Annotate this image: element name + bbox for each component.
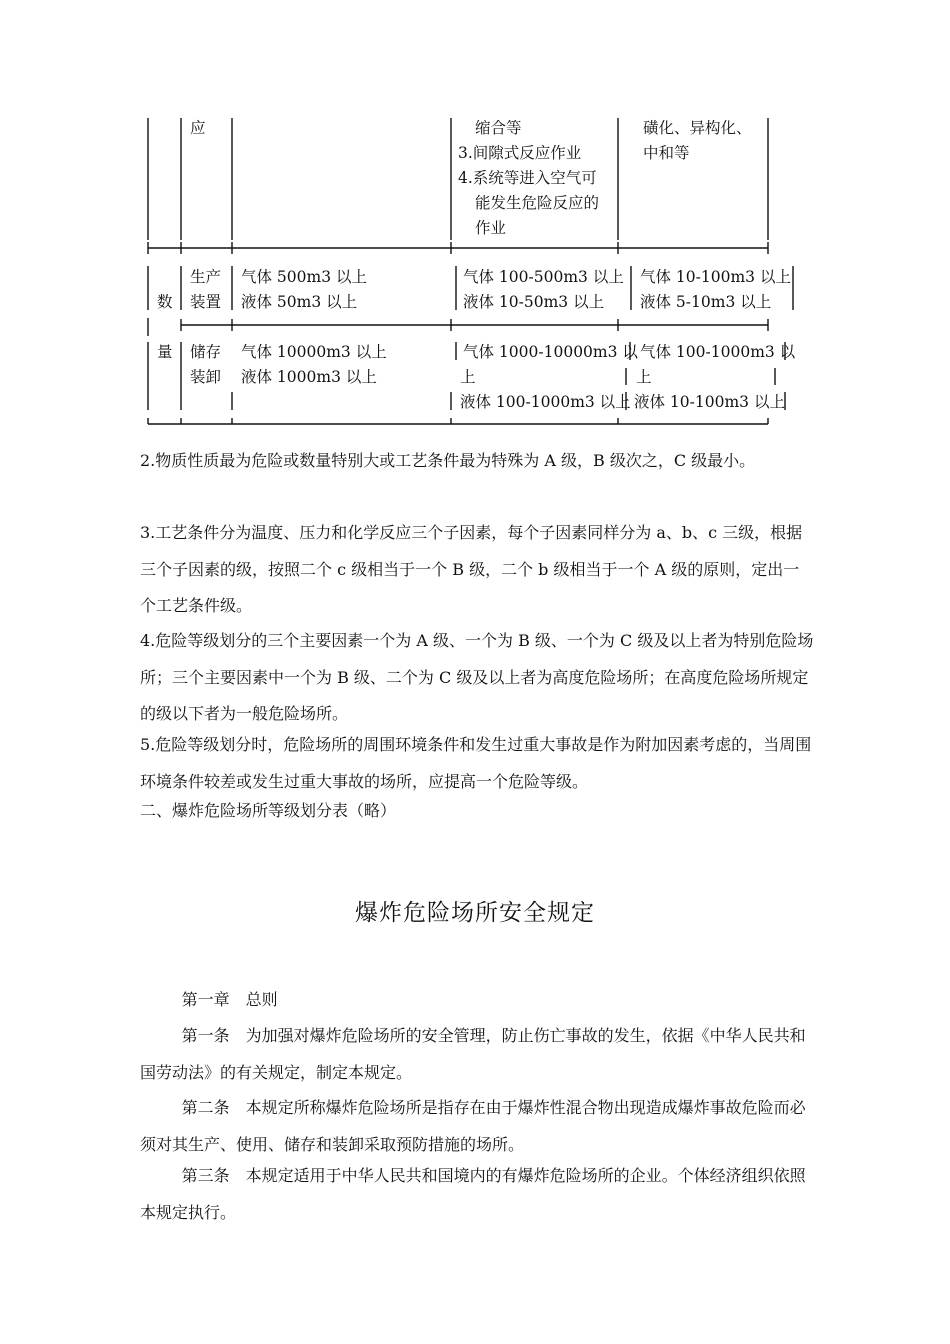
- row-label-quantity: 数: [157, 293, 173, 311]
- storage-b: 液体 100-1000m3 以上: [460, 393, 631, 411]
- storage-c: 液体 10-100m3 以上: [634, 393, 785, 411]
- article-1: 第一条 为加强对爆炸危险场所的安全管理，防止伤亡事故的发生，依据《中华人民共和国劳动法》的有关规定，制定本规定。: [140, 1026, 806, 1082]
- note-2: 2.物质性质最为危险或数量特别大或工艺条件最为特殊为 A 级，B 级次之，C 级最小。: [140, 451, 756, 470]
- table-cell-reaction: 应: [190, 119, 206, 137]
- table-cell-line: 磺化、异构化、: [643, 119, 752, 137]
- chapter-heading: 第一章 总则: [181, 990, 278, 1009]
- storage-a: 液体 1000m3 以上: [241, 368, 377, 386]
- article-3: 第三条 本规定适用于中华人民共和国境内的有爆炸危险场所的企业。个体经济组织依照本规定执行。: [140, 1166, 806, 1222]
- storage-a: 气体 10000m3 以上: [241, 343, 387, 361]
- production-a: 气体 500m3 以上: [241, 268, 367, 286]
- table-cell-line: 作业: [475, 219, 507, 237]
- note-3: 3.工艺条件分为温度、压力和化学反应三个子因素，每个子因素同样分为 a、b、c 三级，根据三个子因素的级，按照二个 c 级相当于一个 B 级，二个 b 级相当于一个 A 级的原则，定出一个工艺条件级。: [140, 523, 803, 615]
- production-b: 液体 10-50m3 以上: [463, 293, 605, 311]
- production-a: 液体 50m3 以上: [241, 293, 358, 311]
- table-cell-line: 能发生危险反应的: [475, 194, 600, 212]
- production-label: 装置: [190, 293, 222, 311]
- article-2: 第二条 本规定所称爆炸危险场所是指存在由于爆炸性混合物出现造成爆炸事故危险而必须对其生产、使用、储存和装卸采取预防措施的场所。: [140, 1098, 806, 1154]
- storage-c: 上: [636, 368, 652, 386]
- table-cell-line: 4.系统等进入空气可: [458, 169, 597, 187]
- section-heading: 二、爆炸危险场所等级划分表（略）: [140, 801, 397, 820]
- row-label-quantity: 量: [157, 343, 173, 361]
- production-label: 生产: [190, 268, 222, 286]
- production-b: 气体 100-500m3 以上: [463, 268, 624, 286]
- production-c: 液体 5-10m3 以上: [640, 293, 772, 311]
- storage-label: 装卸: [190, 368, 222, 386]
- note-4: 4.危险等级划分的三个主要因素一个为 A 级、一个为 B 级、一个为 C 级及以上者为特别危险场所；三个主要因素中一个为 B 级、二个为 C 级及以上者为高度危险场所；在高度危险场所规定的级以下者为一般危险场所。: [140, 631, 814, 723]
- storage-label: 储存: [190, 343, 222, 361]
- page-title: 爆炸危险场所安全规定: [355, 900, 595, 926]
- storage-b: 上: [460, 368, 476, 386]
- table-cell-line: 中和等: [643, 144, 690, 162]
- storage-b: 气体 1000-10000m3 以: [463, 343, 638, 361]
- table-cell-line: 3.间隙式反应作业: [458, 144, 582, 162]
- storage-c: 气体 100-1000m3 以: [640, 343, 796, 361]
- production-c: 气体 10-100m3 以上: [640, 268, 791, 286]
- note-5: 5.危险等级划分时，危险场所的周围环境条件和发生过重大事故是作为附加因素考虑的，当周围环境条件较差或发生过重大事故的场所，应提高一个危险等级。: [140, 735, 812, 791]
- table-cell-line: 缩合等: [475, 119, 522, 137]
